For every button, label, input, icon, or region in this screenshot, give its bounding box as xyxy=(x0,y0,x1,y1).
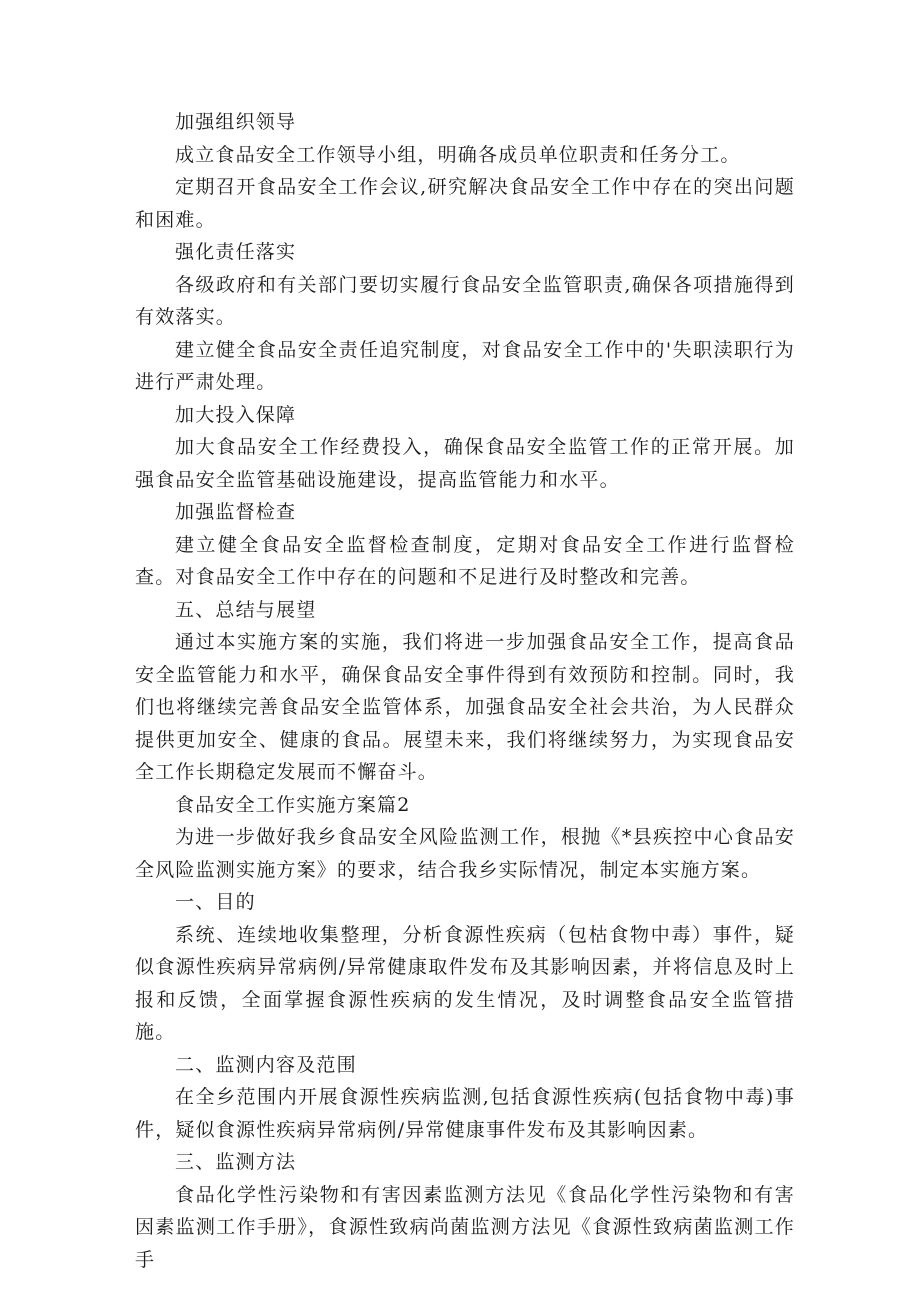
body-paragraph: 在全乡范围内开展食源性疾病监测,包括食源性疾病(包括食物中毒)事件，疑似食源性疾病异常病例/异常健康事件发布及其影响因素。 xyxy=(135,1086,795,1141)
body-paragraph: 成立食品安全工作领导小组，明确各成员单位职责和任务分工。 xyxy=(175,143,741,166)
section-heading: 强化责任落实 xyxy=(175,241,297,263)
section-heading: 一、目的 xyxy=(175,891,256,913)
document-body xyxy=(135,106,795,1276)
body-paragraph: 为进一步做好我乡食品安全风险监测工作，根抛《*县疾控中心食品安全风险监测实施方案》的要求，结合我乡实际情况，制定本实施方案。 xyxy=(135,826,795,881)
section-heading: 二、监测内容及范围 xyxy=(175,1053,357,1076)
section-heading: 加大投入保障 xyxy=(175,403,297,426)
body-paragraph: 通过本实施方案的实施，我们将进一步加强食品安全工作，提高食品安全监管能力和水平，确保食品安全事件得到有效预防和控制。同时，我们也将继续完善食品安全监管体系，加强食品安全社会共治，为人民群众提供更加安全、健康的食品。展望未来，我们将继续努力，为实现食品安全工作长期稳定发展而不懈奋斗。 xyxy=(135,631,795,783)
body-paragraph: 建立健全食品安全责任追究制度，对食品安全工作中的'失职渎职行为进行严肃处理。 xyxy=(135,338,795,393)
body-paragraph: 各级政府和有关部门要切实履行食品安全监管职责,确保各项措施得到有效落实。 xyxy=(135,273,795,328)
section-heading: 五、总结与展望 xyxy=(175,598,317,621)
body-paragraph: 系统、连续地收集整理，分析食源性疾病（包枯食物中毒）事件，疑似食源性疾病异常病例/异常健康取件发布及其影响因素，并将信息及时上报和反馈，全面掌握食源性疾病的发生情况，及时调整食品安全监管措施。 xyxy=(135,923,795,1043)
document-title: 食品安全工作实施方案篇2 xyxy=(175,793,411,816)
body-paragraph: 建立健全食品安全监督检查制度，定期对食品安全工作进行监督检查。对食品安全工作中存在的问题和不足进行及时整改和完善。 xyxy=(135,533,795,588)
body-paragraph: 加大食品安全工作经费投入，确保食品安全监管工作的正常开展。加强食品安全监管基础设施建设，提高监管能力和水平。 xyxy=(135,436,795,491)
body-paragraph: 食品化学性污染物和有害因素监测方法见《食品化学性污染物和有害因素监测工作手册》，食源性致病尚菌监测方法见《食源性致病菌监测工作手 xyxy=(135,1183,795,1271)
section-heading: 加强组织领导 xyxy=(175,111,297,133)
section-heading: 三、监测方法 xyxy=(175,1151,297,1173)
section-heading: 加强监督检查 xyxy=(175,501,297,523)
body-paragraph: 定期召开食品安全工作会议,研究解决食品安全工作中存在的突出问题和困难。 xyxy=(135,176,795,231)
